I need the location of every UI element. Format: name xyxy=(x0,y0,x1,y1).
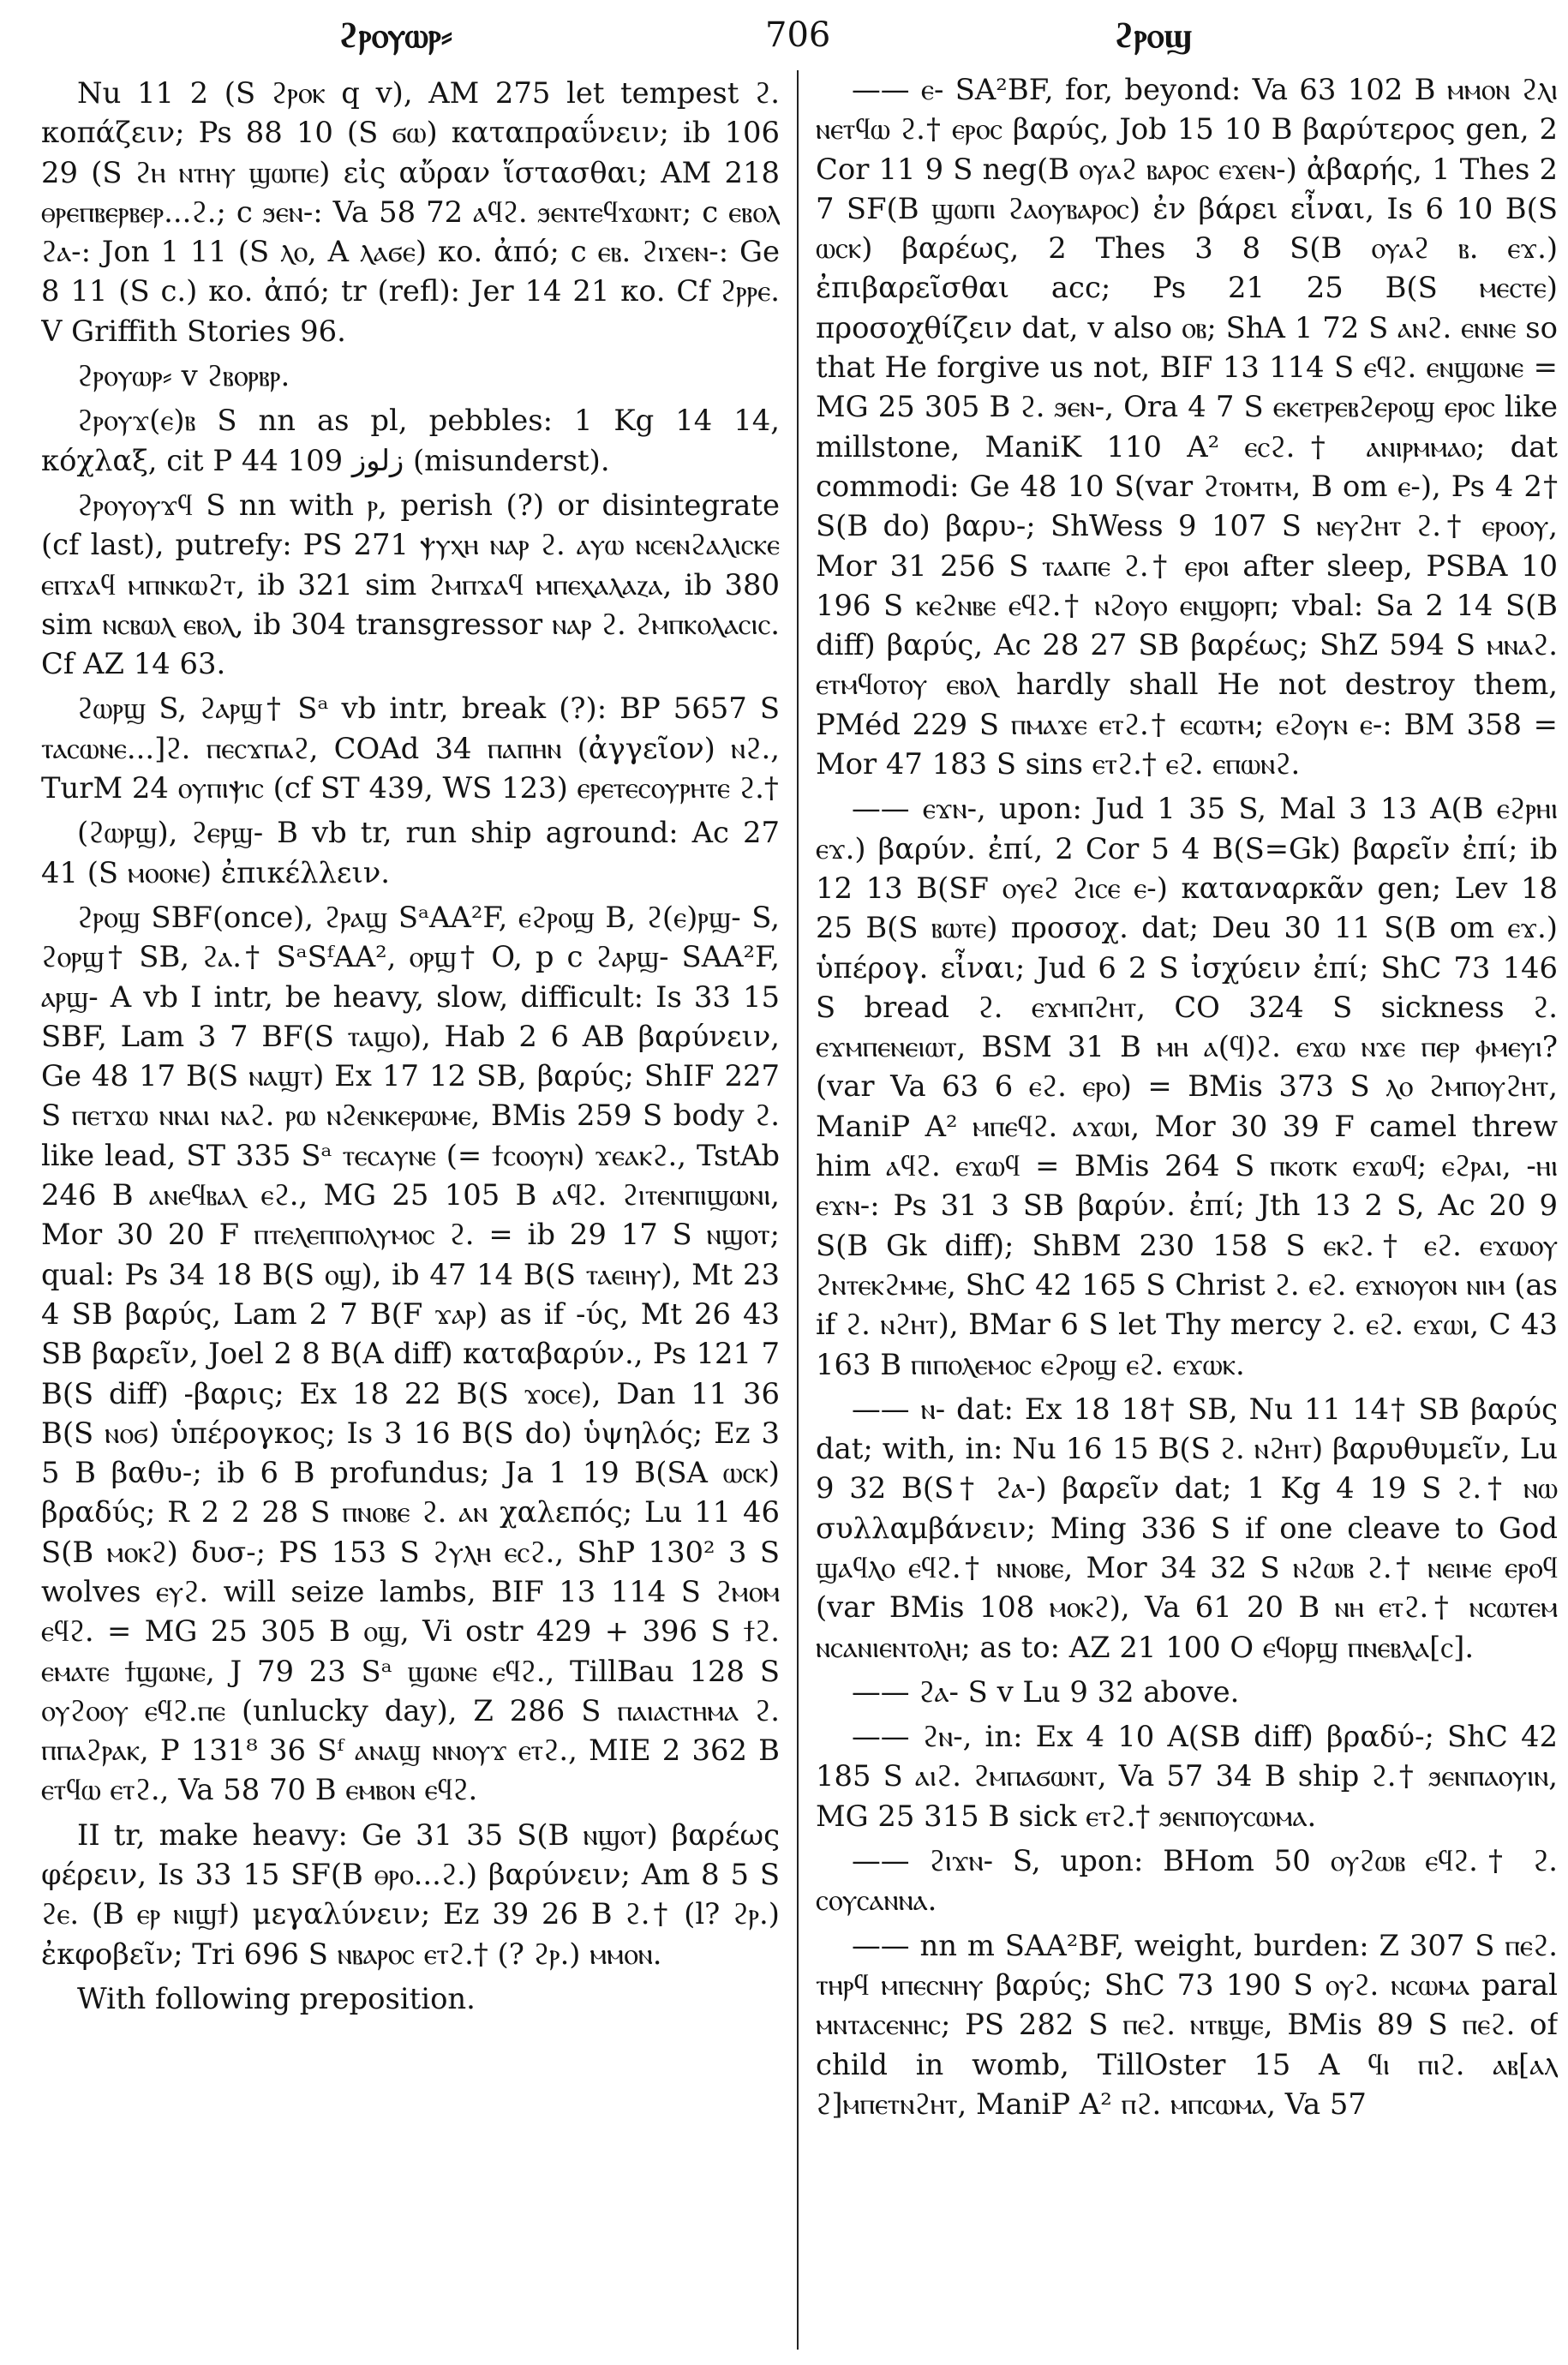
subentry-hijn: —— ϩⲓϫⲛ- S, upon: BHom 50 ⲟⲩϩⲱⲃ ⲉϥϩ.† ϩ. ⲥⲟⲩⲥⲁⲛⲛⲁ. xyxy=(816,1844,1558,1918)
subentry-ha: —— ϩⲁ- S v Lu 9 32 above. xyxy=(852,1674,1240,1709)
entry-continuation: Nu 11 2 (S ϩⲣⲟⲕ q v), AM 275 let tempest ϩ. κοπάζειν; Ps 88 10 (S ϭⲱ) καταπραΰνειν; ib 106 29 (S ϩⲏ ⲛⲧⲏⲩ ϣⲱⲡⲉ) εἰς αὔραν ἵστασθαι; AM 218 ⲑⲣⲉⲡⲃⲉⲣⲃⲉⲣ...ϩ.; c ϧⲉⲛ-: Va 58 72 ⲁϥϩ. ϧⲉⲛⲧⲉϥϫⲱⲛⲧ; c ⲉⲃⲟⲗ ϩⲁ-: Jon 1 11 (S ⲗⲟ, A ⲗⲁϭⲉ) κο. ἀπό; c ⲉⲃ. ϩⲓϫⲉⲛ-: Ge 8 11 (S c.) κο. ἀπό; tr (refl): Jer 14 21 κο. Cf ϩⲣⲣⲉ. V Griffith Stories 96. xyxy=(41,76,780,348)
subentry-n-dat: —— ⲛ- dat: Ex 18 18† SB, Nu 11 14† SB βαρύς dat; with, in: Nu 16 15 B(S ϩ. ⲛϩⲏⲧ) βαρυθυμεῖν, Lu 9 32 B(S† ϩⲁ-) βαρεῖν dat; 1 Kg 4 19 S ϩ.† ⲛⲱ συλλαμβάνειν; Ming 336 S if one cleave to God ϣⲁϥⲗⲟ ⲉϥϩ.† ⲛⲛⲟⲃⲉ, Mor 34 32 S ⲛϩⲱⲃ ϩ.† ⲛⲉⲓⲙⲉ ⲉⲣⲟϥ (var BMis 108 ⲙⲟⲕϩ), Va 61 20 B ⲛⲏ ⲉⲧϩ.† ⲛⲥⲱⲧⲉⲙ ⲛⲥⲁⲛⲓⲉⲛⲧⲟⲗⲏ; as to: AZ 21 100 O ⲉϥⲟⲣϣ ⲡⲛⲉⲃⲗⲁ[ⲥ]. xyxy=(816,1392,1558,1664)
page-number: 706 xyxy=(765,15,831,55)
entry-horsh-aground: (ϩⲱⲣϣ), ϩⲉⲣϣ- B vb tr, run ship aground: Ac 27 41 (S ⲙⲟⲟⲛⲉ) ἐπικέλλειν. xyxy=(41,816,780,889)
entry-hrouj: ϩⲣⲟⲩϫ(ⲉ)ⲃ S nn as pl, pebbles: 1 Kg 14 14, κόχλαξ, cit P 44 109 زلوز (misunderst). xyxy=(41,404,780,477)
left-column xyxy=(41,70,780,2350)
running-head xyxy=(0,15,1568,67)
entry-preposition-note: With following preposition. xyxy=(77,1981,476,2015)
running-head-left-headword: ϩⲣⲟⲩⲱⲣ⸗ xyxy=(338,15,453,56)
subentry-ejn: —— ⲉϫⲛ-, upon: Jud 1 35 S, Mal 3 13 A(B ⲉϩⲣⲏⲓ ⲉϫ.) βαρύν. ἐπί, 2 Cor 5 4 B(S=Gk) βαρεῖν ἐπί; ib 12 13 B(SF ⲟⲩⲉϩ ϩⲓⲥⲉ ⲉ-) καταναρκᾶν gen; Lev 18 25 B(S ⲃⲱⲧⲉ) προσοχ. dat; Deu 30 11 S(B om ⲉϫ.) ὑπέρογ. εἶναι; Jud 6 2 S ἰσχύειν ἐπί; ShC 73 146 S bread ϩ. ⲉϫⲙⲡϩⲏⲧ, CO 324 S sickness ϩ. ⲉϫⲙⲡⲉⲛⲉⲓⲱⲧ, BSM 31 B ⲙⲏ ⲁ(ϥ)ϩ. ⲉϫⲱ ⲛϫⲉ ⲡⲉⲣ ⲫⲙⲉⲩⲓ? (var Va 63 6 ⲉϩ. ⲉⲣⲟ) = BMis 373 S ⲗⲟ ϩⲙⲡⲟⲩϩⲏⲧ, ManiP A² ⲙⲡⲉϥϩ. ⲁϫⲱⲓ, Mor 30 39 F camel threw him ⲁϥϩ. ⲉϫⲱϥ = BMis 264 S ⲡⲕⲟⲧⲕ ⲉϫⲱϥ; ⲉϩⲣⲁⲓ, -ⲏⲓ ⲉϫⲛ-: Ps 31 3 SB βαρύν. ἐπί; Jth 13 2 S, Ac 20 9 S(B Gk diff); ShBM 230 158 S ⲉⲕϩ.† ⲉϩ. ⲉϫⲱⲟⲩ ϩⲛⲧⲉⲕϩⲙⲙⲉ, ShC 42 165 S Christ ϩ. ⲉϩ. ⲉϫⲛⲟⲩⲟⲛ ⲛⲓⲙ (as if ϩ. ⲛϩⲏⲧ), BMar 6 S let Thy mercy ϩ. ⲉϩ. ⲉϫⲱⲓ, C 43 163 B ⲡⲓⲡⲟⲗⲉⲙⲟⲥ ⲉϩⲣⲟϣ ⲉϩ. ⲉϫⲱⲕ. xyxy=(816,792,1558,1381)
entry-hrouor: ϩⲣⲟⲩⲱⲣ⸗ v ϩⲃⲟⲣⲃⲣ. xyxy=(77,359,290,393)
subentry-e: —— ⲉ- SA²BF, for, beyond: Va 63 102 B ⲙⲙⲟⲛ ϩⲗⲓ ⲛⲉⲧϥⲱ ϩ.† ⲉⲣⲟⲥ βαρύς, Job 15 10 B βαρύτερος gen, 2 Cor 11 9 S neg(B ⲟⲩⲁϩ ⲃⲁⲣⲟⲥ ⲉϫⲉⲛ-) ἀβαρής, 1 Thes 2 7 SF(B ϣⲱⲡⲓ ϩⲁⲟⲩⲃⲁⲣⲟⲥ) ἐν βάρει εἶναι, Is 6 10 B(S ⲱⲥⲕ) βαρέως, 2 Thes 3 8 S(B ⲟⲩⲁϩ ⲃ. ⲉϫ.) ἐπιβαρεῖσθαι acc; Ps 21 25 B(S ⲙⲉⲥⲧⲉ) προσοχθίζειν dat, v also ⲟⲃ; ShA 1 72 S ⲁⲛϩ. ⲉⲛⲛⲉ so that He forgive us not, BIF 13 114 S ⲉϥϩ. ⲉⲛϣⲱⲛⲉ = MG 25 305 B ϩ. ϧⲉⲛ-, Ora 4 7 S ⲉⲕⲉⲧⲣⲉⲃϩⲉⲣⲟϣ ⲉⲣⲟⲥ like millstone, ManiK 110 A² ⲉⲥϩ.† ⲁⲛⲓⲣⲙⲙⲁⲟ; dat commodi: Ge 48 10 S(var ϩⲧⲟⲙⲧⲙ, B om ⲉ-), Ps 4 2† S(B do) βαρυ-; ShWess 9 107 S ⲛⲉⲩϩⲏⲧ ϩ.† ⲉⲣⲟⲟⲩ, Mor 31 256 S ⲧⲁⲁⲡⲉ ϩ.† ⲉⲣⲟⲓ after sleep, PSBA 10 196 S ⲕⲉϩⲛⲃⲉ ⲉϥϩ.† ⲛϩⲟⲩⲟ ⲉⲛϣⲟⲣⲡ; vbal: Sa 2 14 S(B diff) βαρύς, Ac 28 27 SB βαρέως; ShZ 594 S ⲙⲛⲁϩ. ⲉⲧⲙϥⲟⲧⲟⲩ ⲉⲃⲟⲗ hardly shall He not destroy them, PMéd 229 S ⲡⲙⲁϫⲉ ⲉⲧϩ.† ⲉⲥⲱⲧⲙ; ⲉϩⲟⲩⲛ ⲉ-: BM 358 = Mor 47 183 S sins ⲉⲧϩ.† ⲉϩ. ⲉⲡⲱⲛϩ. xyxy=(816,73,1558,781)
entry-hrosh: ϩⲣⲟϣ SBF(once), ϩⲣⲁϣ SᵃAA²F, ⲉϩⲣⲟϣ B, ϩ(ⲉ)ⲣϣ- S, ϩⲟⲣϣ† SB, ϩⲁ.† SᵃSᶠAA², ⲟⲣϣ† O, p c ϩⲁⲣϣ- SAA²F, ⲁⲣϣ- A vb I intr, be heavy, slow, difficult: Is 33 15 SBF, Lam 3 7 BF(S ⲧⲁϣⲟ), Hab 2 6 AB βαρύνειν, Ge 48 17 B(S ⲛⲁϣⲧ) Ex 17 12 SB, βαρύς; ShIF 227 S ⲡⲉⲧϫⲱ ⲛⲛⲁⲓ ⲛⲁϩ. ⲣⲱ ⲛϩⲉⲛⲕⲉⲣⲱⲙⲉ, BMis 259 S body ϩ. like lead, ST 335 Sᵃ ⲧⲉⲥⲁⲩⲛⲉ (= ϯⲥⲟⲟⲩⲛ) ϫⲉⲁⲕϩ., TstAb 246 B ⲁⲛⲉϥⲃⲁⲗ ⲉϩ., MG 25 105 B ⲁϥϩ. ϩⲓⲧⲉⲛⲡⲓϣⲱⲛⲓ, Mor 30 20 F ⲡⲧⲉⲗⲉⲡⲡⲟⲗⲩⲙⲟⲥ ϩ. = ib 29 17 S ⲛϣⲟⲧ; qual: Ps 34 18 B(S ⲟϣ), ib 47 14 B(S ⲧⲁⲉⲓⲏⲩ), Mt 23 4 SB βαρύς, Lam 2 7 B(F ϫⲁⲣ) as if -ύς, Mt 26 43 SB βαρεῖν, Joel 2 8 B(A diff) καταβαρύν., Ps 121 7 B(S diff) -βαρις; Ex 18 22 B(S ϫⲟⲥⲉ), Dan 11 36 B(S ⲛⲟϭ) ὑπέρογκος; Is 3 16 B(S do) ὑψηλός; Ez 3 5 B βαθυ-; ib 6 B profundus; Ja 1 19 B(SA ⲱⲥⲕ) βραδύς; R 2 2 28 S ⲡⲛⲟⲃⲉ ϩ. ⲁⲛ χαλεπός; Lu 11 46 S(B ⲙⲟⲕϩ) δυσ-; PS 153 S ϩⲩⲗⲏ ⲉⲥϩ., ShP 130² 3 S wolves ⲉⲩϩ. will seize lambs, BIF 13 114 S ϩⲙⲟⲙ ⲉϥϩ. = MG 25 305 B ⲟϣ, Vi ostr 429 + 396 S ϯϩ. ⲉⲙⲁⲧⲉ ϯϣⲱⲛⲉ, J 79 23 Sᵃ ϣⲱⲛⲉ ⲉϥϩ., TillBau 128 S ⲟⲩϩⲟⲟⲩ ⲉϥϩ.ⲡⲉ (unlucky day), Z 286 S ⲡⲁⲓⲁⲥⲧⲏⲙⲁ ϩ. ⲡⲡⲁϩⲣⲁⲕ, P 131⁸ 36 Sᶠ ⲁⲛⲁϣ ⲛⲛⲟⲩϫ ⲉⲧϩ., MIE 2 362 B ⲉⲧϥⲱ ⲉⲧϩ., Va 58 70 B ⲉⲙⲃⲟⲛ ⲉϥϩ. xyxy=(41,900,780,1807)
entry-horsh-break: ϩⲱⲣϣ S, ϩⲁⲣϣ† Sᵃ vb intr, break (?): BP 5657 S ⲧⲁⲥⲱⲛⲉ...]ϩ. ⲡⲉⲥϫⲡⲁϩ, COAd 34 ⲡⲁⲡⲏⲛ (ἀγγεῖον) ⲛϩ., TurM 24 ⲟⲩⲡⲓⲯⲓⲥ (cf ST 439, WS 123) ⲉⲣⲉⲧⲉⲥⲟⲩⲣⲏⲧⲉ ϩ.† xyxy=(41,692,780,805)
subentry-hn: —— ϩⲛ-, in: Ex 4 10 A(SB diff) βραδύ-; ShC 42 185 S ⲁⲓϩ. ϩⲙⲡⲁϭⲱⲛⲧ, Va 57 34 B ship ϩ.† ϧⲉⲛⲡⲁⲟⲩⲓⲛ, MG 25 315 B sick ⲉⲧϩ.† ϧⲉⲛⲡⲟⲩⲥⲱⲙⲁ. xyxy=(816,1720,1558,1833)
right-column xyxy=(816,70,1558,2350)
entry-hrosh-transitive: II tr, make heavy: Ge 31 35 S(B ⲛϣⲟⲧ) βαρέως φέρειν, Is 33 15 SF(B ⲑⲣⲟ...ϩ.) βαρύνειν; Am 8 5 S ϩⲉ. (B ⲉⲣ ⲛⲓϣϯ) μεγαλύνειν; Ez 39 26 B ϩ.† (l? ϩⲣ.) ἐκφοβεῖν; Tri 696 S ⲛⲃⲁⲣⲟⲥ ⲉⲧϩ.† (? ϩⲣ.) ⲙⲙⲟⲛ. xyxy=(41,1817,780,1971)
running-head-right-headword: ϩⲣⲟϣ xyxy=(1114,15,1193,56)
entry-hrououjf: ϩⲣⲟⲩⲟⲩϫϥ S nn with ⲣ, perish (?) or disintegrate (cf last), putrefy: PS 271 ⲯⲩⲭⲏ ⲛⲁⲣ ϩ. ⲁⲩⲱ ⲛⲥⲉⲛϩⲁⲗⲓⲥⲕⲉ ⲉⲡϫⲁϥ ⲙⲡⲛⲕⲱϩⲧ, ib 321 sim ϩⲙⲡϫⲁϥ ⲙⲡⲉⲭⲁⲗⲁⲍⲁ, ib 380 sim ⲛⲥⲃⲱⲗ ⲉⲃⲟⲗ, ib 304 transgressor ⲛⲁⲣ ϩ. ϩⲙⲡⲕⲟⲗⲁⲥⲓⲥ. Cf AZ 14 63. xyxy=(41,488,780,681)
subentry-noun: —— nn m SAA²BF, weight, burden: Z 307 S ⲡⲉϩ. ⲧⲏⲣϥ ⲙⲡⲉⲥⲛⲏⲩ βαρύς; ShC 73 190 S ⲟⲩϩ. ⲛⲥⲱⲙⲁ paral ⲙⲛⲧⲁⲥⲉⲛⲏⲥ; PS 282 S ⲡⲉϩ. ⲛⲧⲃϣⲉ, BMis 89 S ⲡⲉϩ. of child in womb, TillOster 15 A ϥⲓ ⲡⲓϩ. ⲁⲃ[ⲁⲗ ϩ]ⲙⲡⲉⲧⲛϩⲏⲧ, ManiP A² ⲡϩ. ⲙⲡⲥⲱⲙⲁ, Va 57 xyxy=(816,1928,1558,2121)
column-divider xyxy=(797,70,799,2350)
